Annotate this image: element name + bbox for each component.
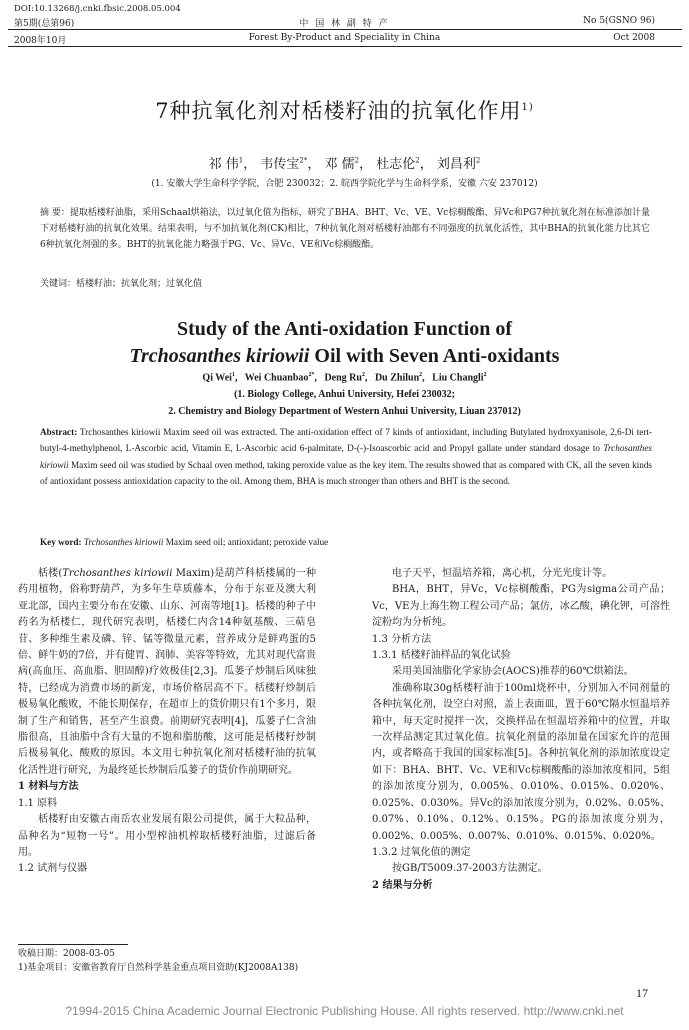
footnote-received: 收稿日期：2008-03-05 [18, 949, 115, 959]
abstract-en: Abstract: Trchosanthes kiriowii Maxim seed oil was extracted. The anti-oxidation effect of 7 kinds of antioxidant, including Butylated hydroxyanisole, 2,6-Di tert-butyl-4-methylphenol, L-Ascorbic acid, Vitamin E, L-Ascorbic acid 6-palmitate, D-(-)-Isoascorbic acid and Propyl gallate under standard dosage to Trchosanthes kiriowii Maxim seed oil was studied by Schaal oven method, taking peroxide value as the key item. The results showed that as compared with CK, all the seven kinds of antioxidant possess antioxidation capacity to the oil. Among them, BHA is much stronger than others and BHT is the second. [40, 427, 652, 486]
abstract-en-label: Abstract: [40, 427, 78, 437]
journal-name-en: Forest By-Product and Speciality in China [248, 33, 441, 43]
paragraph: BHA，BHT，异Vc，Vc棕榈酸酯，PG为sigma公司产品；Vc，VE为上海生物工程公司产品；氯仿，冰乙酸，碘化钾，可溶性淀粉均为分析纯。 [372, 584, 670, 629]
author: 邓 儒 [324, 157, 355, 172]
title-en-line2: Trchosanthes kiriowii Oil with Seven Anti-oxidants [129, 345, 560, 367]
subsection-heading: 1.2 试剂与仪器 [18, 863, 88, 875]
date-cn: 2008年10月 [14, 36, 67, 46]
keywords-cn: 关键词：栝楼籽油；抗氧化剂；过氧化值 [40, 279, 203, 289]
date-en: Oct 2008 [613, 33, 655, 43]
issue-cn: 第5期(总第96) [14, 19, 75, 29]
keywords-label: 关键词： [40, 279, 77, 289]
abstract-label: 摘 要： [40, 208, 70, 218]
header-rule-2 [8, 46, 682, 47]
keywords-en: Key word: Trchosanthes kiriowii Maxim seed oil; antioxidant; peroxide value [40, 537, 329, 547]
body-left-column [18, 566, 316, 878]
subsection-heading: 1.3 分析方法 [372, 633, 432, 645]
issue-en: No 5(GSNO 96) [583, 16, 655, 26]
paragraph: 栝楼(Trchosanthes kiriowii Maxim)是葫芦科栝楼属的一种药用植物，俗称野葫芦，为多年生草质藤本，分布于东亚及澳大利亚北部，国内主要分布在安徽、山东、河南等地[1]。栝楼的种子中药名为栝楼仁，现代研究表明，栝楼仁内含14种氨基酸、三萜皂苷、多种维生素及磷、锌、锰等微量元素，营养成分是鲜鸡蛋的5倍、鲜牛奶的7倍，并有健胃、润肺、美容等特效，尤其对现代富贵病(高血压、高血脂、胆固醇)疗效极佳[2,3]。瓜蒌子炒制后风味独特，已经成为消费市场的新宠，市场价格居高不下。栝楼籽炒制后极易氧化酸败，不能长期保存，在超市上的货价期只有1个多月，限制了生产和销售，甚至产生浪费。前期研究表明[4]，瓜蒌子仁含油脂很高，且油脂中含有大量的不饱和脂肪酸，这可能是栝楼籽炒制后极易氧化、酸败的原因。本文用七种抗氧化剂对栝楼籽油的抗氧化活性进行研究，为最终延长炒制后瓜蒌子的货价作前期研究。 [18, 568, 316, 776]
paragraph: 准确称取30g栝楼籽油于100ml烧杯中，分别加入不同剂量的各种抗氧化剂，设空白对照，盖上表面皿，置于60℃隔水恒温培养箱中，每天定时搅拌一次，交换样品在恒温培养箱中的位置，并取一次样品测定其过氧化值。抗氧化剂量的添加量在国家允许的范围内，或者略高于我国的国家标准[5]。各种抗氧化剂的添加浓度设定如下：BHA、BHT、Vc、VE和Vc棕榈酸酯的添加浓度相同，5组的添加浓度分别为，0.005%、0.010%、0.015%、0.020%、0.025%、0.030%。异Vc的添加浓度分别为，0.02%、0.05%、0.07%、0.10%、0.12%、0.15%。PG的添加浓度分别为，0.002%、0.005%、0.007%、0.010%、0.015%、0.020%。 [372, 682, 670, 842]
paragraph: 电子天平，恒温培养箱，离心机，分光光度计等。 [392, 568, 612, 579]
paragraph: 按GB/T5009.37-2003方法测定。 [392, 863, 548, 875]
author: 祁 伟 [208, 157, 239, 172]
doi-line: DOI:10.13268/j.cnki.fbsic.2008.05.004 [14, 4, 181, 14]
journal-name-cn: 中 国 林 副 特 产 [299, 19, 390, 29]
paragraph: 栝楼籽由安徽古南岳农业发展有限公司提供，属于大粒品种，品种名为“短物一号”。用小型榨油机榨取栝楼籽油脂，过滤后备用。 [18, 814, 316, 858]
affiliation-en-2: 2. Chemistry and Biology Department of Western Anhui University, Liuan 237012) [168, 406, 521, 417]
subsection-heading: 1.3.1 栝楼籽油样品的氧化试验 [372, 650, 511, 662]
subsection-heading: 1.3.2 过氧化值的测定 [372, 846, 471, 858]
affiliation-cn: (1. 安徽大学生命科学学院，合肥 230032；2. 皖西学院化学与生命科学系，安徽 六安 237012) [151, 179, 538, 189]
abstract-cn: 摘 要：提取栝楼籽油脂，采用Schaal烘箱法，以过氧化值为指标，研究了BHA、BHT、Vc、VE、Vc棕榈酸酯、异Vc和PG7种抗氧化剂在标准添加计量下对栝楼籽油的抗氧化效果。结果表明，与不加抗氧化剂(CK)相比，7种抗氧化剂对栝楼籽油都有不同强度的抗氧化活性，其中BHA的抗氧化能力比其它6种抗氧化剂强的多。BHT的抗氧化能力略强于PG、Vc、异Vc、VE和Vc棕榈酸酯。 [40, 208, 650, 250]
section-heading: 2 结果与分析 [372, 879, 433, 891]
header-rule [8, 29, 682, 30]
body-right-column [372, 566, 670, 894]
authors-en: Qi Wei$^1$, Wei Chuanbao$^{2*}$, Deng Ru$^2$, Du Zhilun$^2$, Liu Changli$^2$ [202, 372, 487, 384]
author: 刘昌利 [436, 157, 476, 172]
authors-cn: 祁 伟$^1$， 韦传宝$^{2*}$， 邓 儒$^2$， 杜志伦$^2$， 刘昌利$^2$ [208, 156, 481, 172]
affiliation-en-1: (1. Biology College, Anhui University, Hefei 230032; [234, 389, 455, 400]
section-heading: 1 材料与方法 [18, 781, 79, 793]
title-cn: 7种抗氧化剂对栝楼籽油的抗氧化作用$^{1)}$ [155, 99, 534, 123]
author: 杜志伦 [376, 157, 416, 172]
watermark: ?1994-2015 China Academic Journal Electronic Publishing House. All rights reserved. http://www.cnki.net [65, 1004, 624, 1018]
footnote-fund: 1)基金项目：安徽省教育厅自然科学基金重点项目资助(KJ2008A138) [18, 963, 299, 973]
keywords-en-label: Key word: [40, 537, 82, 547]
title-en-line1: Study of the Anti-oxidation Function of [176, 318, 513, 340]
page-number: 17 [636, 986, 648, 1000]
paragraph: 采用美国油脂化学家协会(AOCS)推荐的60℃烘箱法。 [392, 666, 634, 678]
footnote-rule [18, 944, 128, 945]
subsection-heading: 1.1 原料 [18, 797, 58, 809]
author: 韦传宝 [260, 157, 300, 172]
